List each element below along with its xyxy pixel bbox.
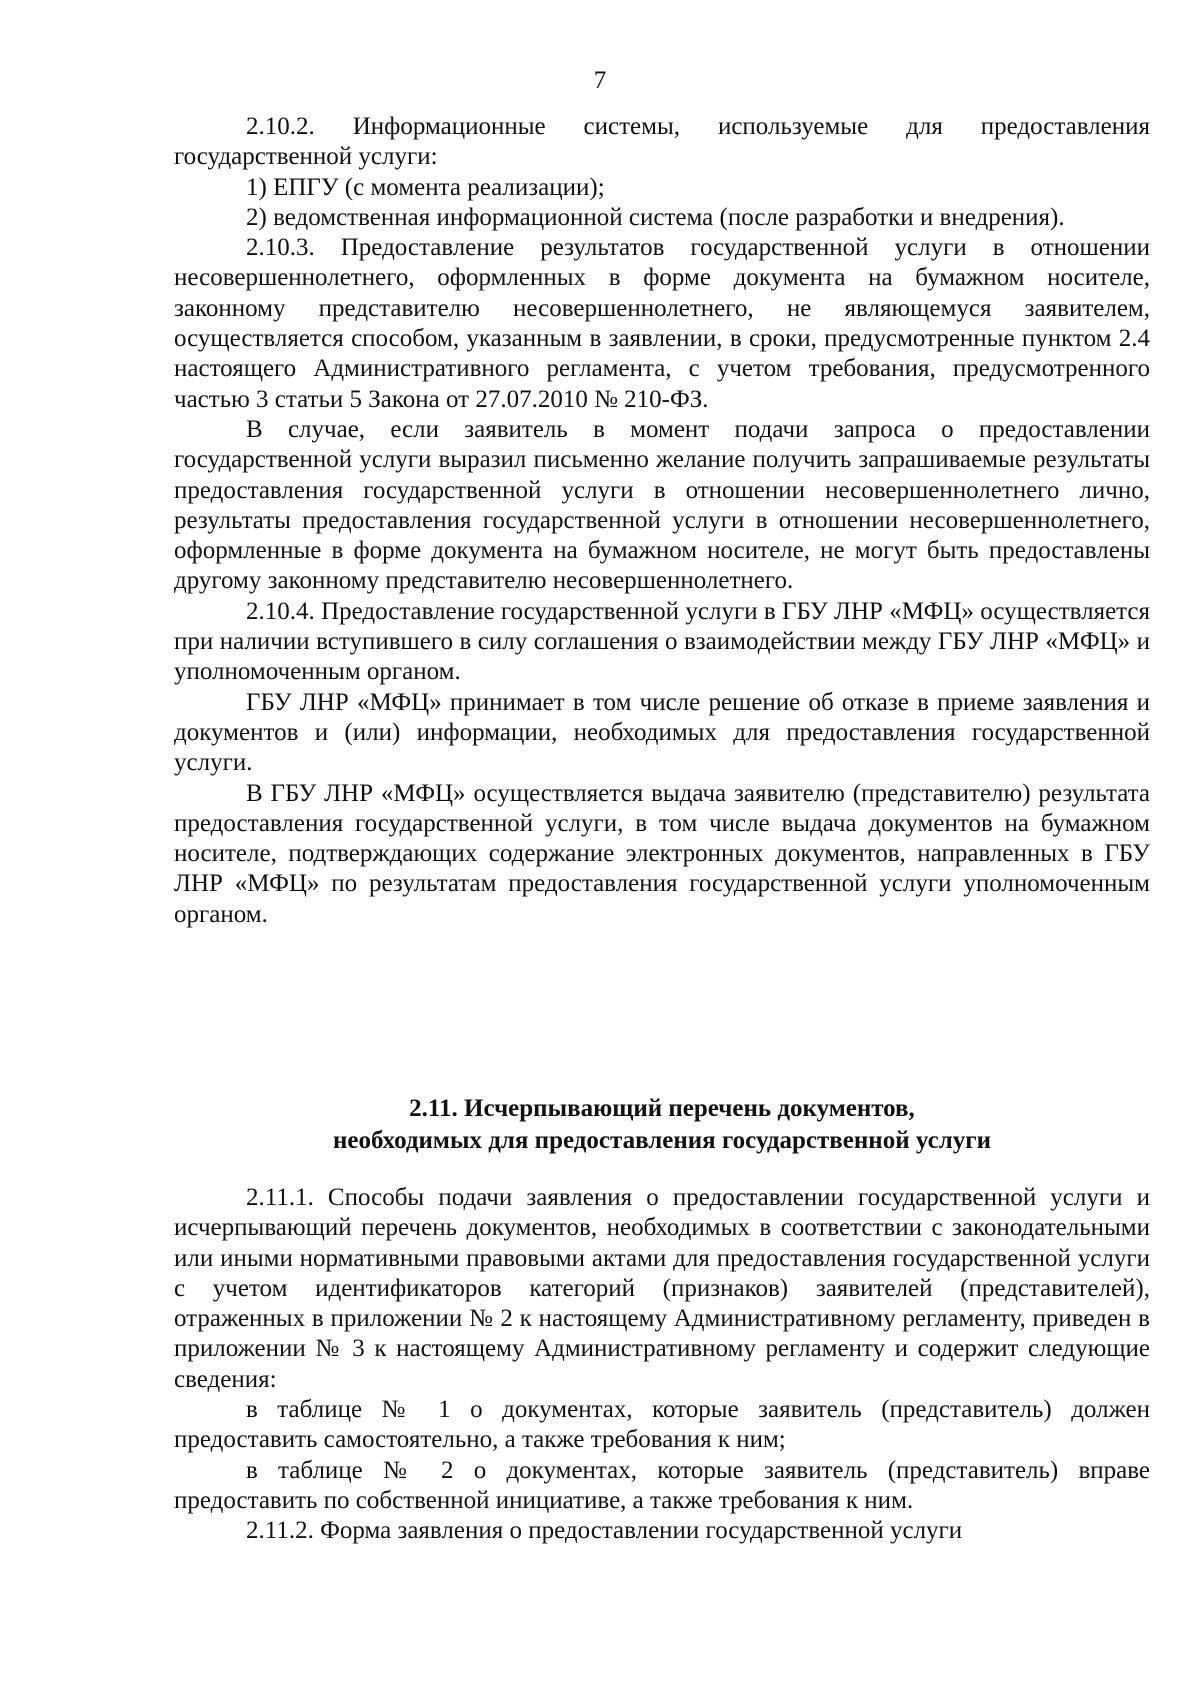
paragraph: 1) ЕПГУ (с момента реализации); — [246, 173, 605, 201]
paragraph: 2.11.1. Способы подачи заявления о предоставлении государственной услуги и исчерпывающий перечень документов, необходимых в соответствии с законодательными или иными нормативными правовыми актами для предоставления государственной услуги с учетом идентификаторов категорий (признаков) заявителей (представителей), отраженных в приложении № 2 к настоящему Административному регламенту, приведен в приложении № 3 к настоящему Административному регламенту и содержит следующие сведения: — [174, 1184, 1150, 1393]
paragraph: в таблице № 1 о документах, которые заявитель (представитель) должен предоставить самостоятельно, а также требования к ним; — [174, 1396, 1150, 1454]
paragraph: в таблице № 2 о документах, которые заявитель (представитель) вправе предоставить по собственной инициативе, а также требования к ним. — [174, 1456, 1150, 1514]
page-number: 7 — [593, 67, 607, 94]
paragraph: 2.10.2. Информационные системы, используемые для предоставления государственной услуги: — [174, 113, 1150, 171]
heading-line-1: 2.11. Исчерпывающий перечень документов, — [409, 1095, 915, 1122]
paragraph: В случае, если заявитель в момент подачи запроса о предоставлении государственной услуги выразил письменно желание получить запрашиваемые результаты предоставления государственной услуги в отношении несовершеннолетнего лично, результаты предоставления государственной услуги в отношении несовершеннолетнего, оформленные в форме документа на бумажном носителе, не могут быть предоставлены другому законному представителю несовершеннолетнего. — [174, 415, 1150, 595]
paragraph: 2.10.3. Предоставление результатов государственной услуги в отношении несовершеннолетнего, оформленных в форме документа на бумажном носителе, законному представителю несовершеннолетнего, не являющемуся заявителем, осуществляется способом, указанным в заявлении, в сроки, предусмотренные пунктом 2.4 настоящего Административного регламента, с учетом требования, предусмотренного частью 3 статьи 5 Закона от 27.07.2010 № 210-ФЗ. — [174, 234, 1150, 413]
heading-line-2: необходимых для предоставления государственной услуги — [333, 1127, 991, 1154]
section-heading-2-11 — [174, 1093, 1150, 1157]
paragraph: 2.11.2. Форма заявления о предоставлении государственной услуги — [246, 1517, 963, 1545]
section-2-10-text — [174, 112, 1150, 930]
paragraph: 2.10.4. Предоставление государственной услуги в ГБУ ЛНР «МФЦ» осуществляется при наличии вступившего в силу соглашения о взаимодействии между ГБУ ЛНР «МФЦ» и уполномоченным органом. — [174, 597, 1150, 686]
paragraph: В ГБУ ЛНР «МФЦ» осуществляется выдача заявителю (представителю) результата предоставления государственной услуги, в том числе выдача документов на бумажном носителе, подтверждающих содержание электронных документов, направленных в ГБУ ЛНР «МФЦ» по результатам предоставления государственной услуги уполномоченным органом. — [174, 779, 1150, 928]
paragraph: 2) ведомственная информационной система (после разработки и внедрения). — [246, 203, 1065, 231]
paragraph: ГБУ ЛНР «МФЦ» принимает в том числе решение об отказе в приеме заявления и документов и (или) информации, необходимых для предоставления государственной услуги. — [174, 688, 1150, 777]
section-2-11-text — [174, 1183, 1150, 1547]
